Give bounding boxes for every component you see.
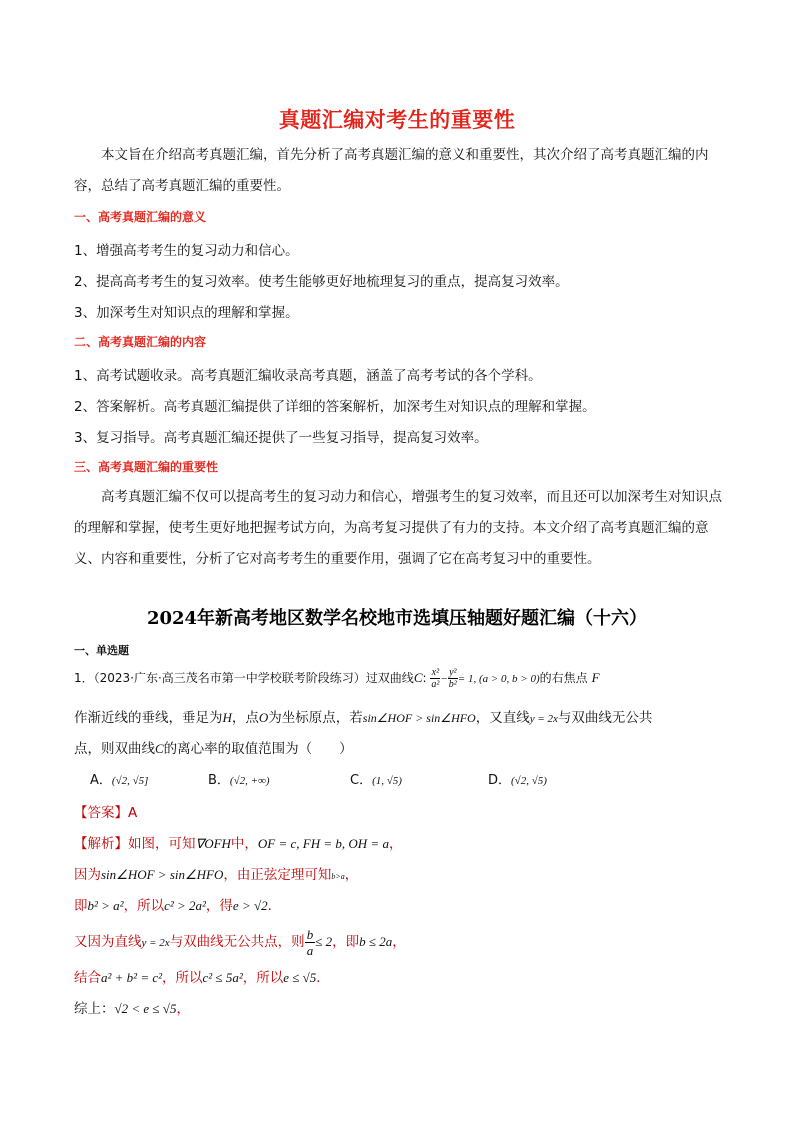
math-expression: a² + b² = c² (101, 970, 163, 985)
section2-item-3: 3、复习指导。高考真题汇编还提供了一些复习指导，提高复习效率。 (74, 430, 488, 446)
section2-heading: 二、高考真题汇编的内容 (74, 335, 207, 349)
analysis-text: ， (392, 934, 406, 950)
section2-item-2: 2、答案解析。高考真题汇编提供了详细的答案解析，加深考生对知识点的理解和掌握。 (74, 399, 596, 415)
analysis-text: ． (267, 898, 282, 914)
inequality-expression: sin∠HOF > sin∠HFO (362, 711, 476, 725)
option-d[interactable] (488, 769, 547, 788)
analysis-text: ，由正弦定理可知 (223, 867, 332, 883)
section1-item-1: 1、增强高考考生的复习动力和信心。 (74, 243, 299, 259)
question-1-line-3 (74, 737, 353, 757)
analysis-text: ， (388, 836, 403, 852)
analysis-text: ，所以 (162, 970, 203, 986)
analysis-text: ，所以 (242, 970, 284, 986)
option-a[interactable] (90, 769, 148, 788)
answer-line (74, 801, 137, 821)
math-expression: b ≤ 2a (359, 934, 393, 949)
fraction-denominator: b² (448, 679, 457, 690)
section3-heading: 三、高考真题汇编的重要性 (74, 460, 219, 474)
option-value: (√2, √5) (511, 775, 547, 787)
inequality-small: b>a (331, 872, 345, 881)
analysis-text: 结合 (74, 970, 101, 986)
answer-label: 【答案】 (74, 805, 128, 821)
analysis-line-1 (74, 832, 402, 852)
analysis-label: 【解析】 (74, 836, 128, 852)
fraction-x2-a2 (430, 667, 440, 690)
analysis-text: ，得 (205, 898, 233, 914)
inequality-expression: sin∠HOF > sin∠HFO (101, 867, 224, 882)
analysis-text: ． (316, 970, 330, 986)
exam-section-heading: 一、单选题 (74, 644, 129, 657)
intro-paragraph: 本文旨在介绍高考真题汇编，首先分析了高考真题汇编的意义和重要性，其次介绍了高考真题汇编的内容，总结了高考真题汇编的重要性。 (74, 147, 709, 194)
question-1-prefix: 1．（2023·广东·高三茂名市第一中学校联考阶段练习）过双曲线 (74, 671, 414, 685)
point-f: F (591, 670, 600, 685)
triangle-symbol: ∇OFH (195, 836, 231, 851)
math-expression: e > √2 (232, 898, 268, 913)
option-b[interactable] (208, 769, 270, 788)
analysis-line-5 (74, 966, 330, 986)
analysis-text: 中， (230, 836, 258, 852)
option-label: C． (350, 773, 373, 788)
analysis-text: ，所以 (123, 898, 165, 914)
analysis-text: ，即 (332, 934, 360, 950)
analysis-line-6 (74, 997, 190, 1017)
option-value: (√2, +∞) (229, 775, 270, 787)
question-1-line-1 (74, 666, 600, 691)
fraction-b-over-a (305, 927, 316, 958)
analysis-text: 因为 (74, 867, 101, 883)
math-expression: e ≤ √5 (283, 970, 317, 985)
page-title: 真题汇编对考生的重要性 (278, 108, 516, 132)
question-1-text: ，又直线 (475, 710, 530, 726)
point-h: H (222, 710, 232, 725)
fraction-denominator: a (306, 942, 314, 958)
line-equation: y = 2x (141, 937, 170, 949)
option-c[interactable] (350, 769, 402, 788)
section1-item-2: 2、提高高考考生的复习效率。使考生能够更好地梳理复习的重点，提高复习效率。 (74, 274, 569, 290)
analysis-text: 即 (74, 898, 88, 914)
section2-item-1: 1、高考试题收录。高考真题汇编收录高考真题，涵盖了高考考试的各个学科。 (74, 368, 542, 384)
analysis-text: ， (176, 1001, 190, 1017)
curve-symbol: C (413, 670, 423, 685)
colon-symbol: : (422, 671, 427, 685)
math-expression: √2 < e ≤ √5 (114, 1001, 177, 1016)
equation-tail: = 1, (a > 0, b > 0) (457, 673, 540, 685)
curve-symbol: C (155, 741, 164, 756)
option-value: (1, √5) (372, 775, 402, 787)
section1-heading: 一、高考真题汇编的意义 (74, 210, 207, 224)
length-equations: OF = c, FH = b, OH = a (257, 836, 389, 851)
analysis-text: 与双曲线无公共点，则 (169, 934, 305, 950)
option-label: B． (208, 773, 230, 788)
question-1-text: 点，则双曲线 (74, 741, 155, 757)
analysis-text: 又因为直线 (74, 934, 142, 950)
line-equation: y = 2x (529, 713, 558, 725)
question-1-line-2 (74, 706, 652, 726)
math-expression: ≤ 2 (315, 934, 333, 949)
question-1-text: 与双曲线无公共 (557, 710, 653, 726)
option-value: (√2, √5] (111, 775, 149, 787)
option-label: A． (90, 773, 112, 788)
math-expression: b² > a² (87, 898, 124, 913)
minus-symbol: − (440, 673, 448, 685)
fraction-numerator: x² (431, 667, 440, 678)
question-1-text: 为坐标原点，若 (268, 710, 363, 726)
option-label: D． (488, 773, 512, 788)
fraction-denominator: a² (431, 679, 440, 690)
exam-title: 2024年新高考地区数学名校地市选填压轴题好题汇编（十六） (146, 608, 648, 629)
math-expression: c² > 2a² (164, 898, 206, 913)
question-1-text: 作渐近线的垂线，垂足为 (74, 710, 223, 726)
question-1-after-equation: 的右焦点 (539, 671, 588, 685)
analysis-text: 综上： (74, 1001, 115, 1017)
question-1-text: ，点 (231, 710, 259, 726)
section1-item-3: 3、加深考生对知识点的理解和掌握。 (74, 305, 299, 321)
analysis-line-4 (74, 925, 406, 960)
fraction-numerator: b (306, 926, 314, 942)
analysis-line-2 (74, 863, 358, 883)
math-expression: c² ≤ 5a² (202, 970, 243, 985)
fraction-numerator: y² (449, 667, 457, 678)
answer-value: A (128, 805, 138, 821)
analysis-line-3 (74, 894, 281, 914)
question-1-text: 的离心率的取值范围为（ ） (163, 741, 353, 757)
analysis-text: ， (344, 867, 359, 883)
point-o: O (258, 710, 269, 725)
section3-paragraph: 高考真题汇编不仅可以提高考生的复习动力和信心，增强考生的复习效率，而且还可以加深考生对知识点的理解和掌握，使考生更好地把握考试方向，为高考复习提供了有力的支持。本文介绍了高考真题汇编的意义、内容和重要性，分析了它对高考考生的重要作用，强调了它在高考复习中的重要性。 (74, 489, 722, 567)
analysis-text: 如图，可知 (128, 836, 196, 852)
fraction-y2-b2 (448, 667, 458, 690)
